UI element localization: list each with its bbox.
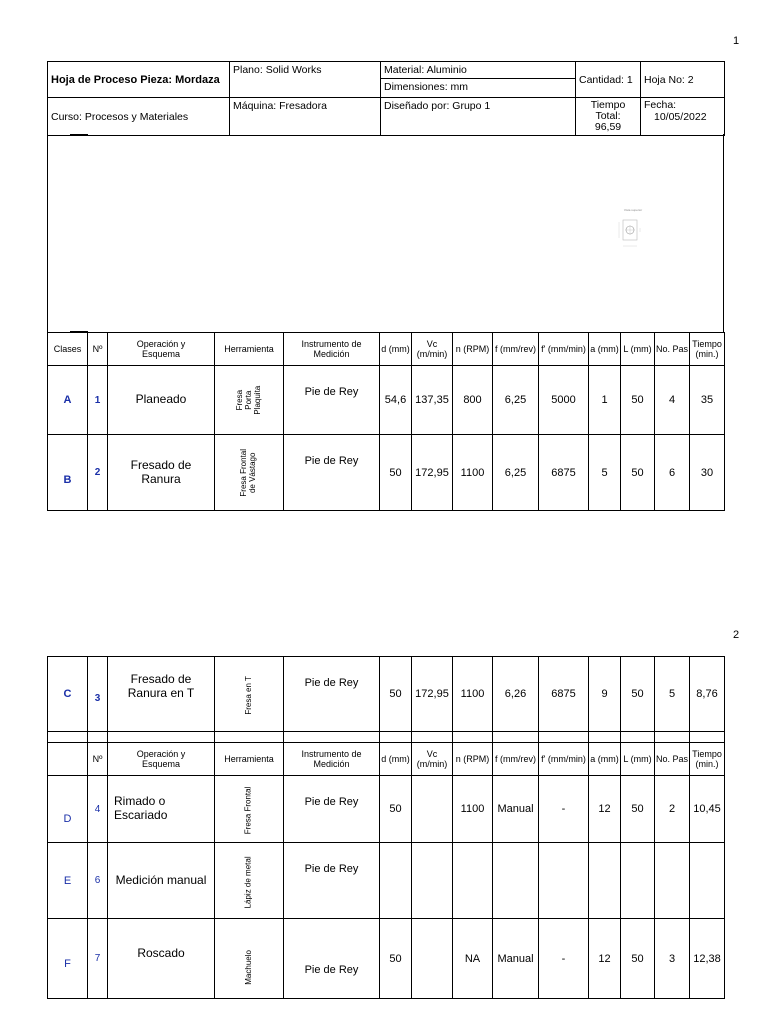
row-f [493,843,539,919]
hoja-cell: Hoja No: 2 [641,62,725,98]
row-tool-label: Lápiz de metal [243,855,253,908]
row-instrument: Pie de Rey [284,657,380,732]
row-a: 5 [589,435,621,511]
row-instrument: Pie de Rey [284,366,380,435]
row-instrument: Pie de Rey [284,919,380,999]
row-tool-label: Fresa Porta Plaquita [234,385,262,415]
col-vc: Vc (m/min) [412,743,453,776]
row-vc: 172,95 [412,657,453,732]
col-d: d (mm) [380,333,412,366]
operations-table-page2 [47,656,725,999]
row-number: 7 [88,919,108,999]
row-pas: 4 [655,366,690,435]
col-f: f (mm/rev) [493,743,539,776]
row-tool-label: Fresa Frontal [243,786,253,835]
row-n [453,843,493,919]
table-row [48,435,725,511]
row-d: 50 [380,776,412,843]
part-sketch [616,208,650,258]
row-pas: 6 [655,435,690,511]
row-n: 800 [453,366,493,435]
row-f: 6,25 [493,366,539,435]
col-operacion: Operación y Esquema [108,743,215,776]
row-a: 9 [589,657,621,732]
header-table [47,61,725,136]
col-num: Nº [88,333,108,366]
col-clases [48,743,88,776]
row-n: 1100 [453,776,493,843]
col-fp: f' (mm/min) [539,333,589,366]
row-fp [539,843,589,919]
row-pas: 5 [655,657,690,732]
material-label: Material: Aluminio [381,62,575,79]
row-operation: Planeado [108,366,215,435]
row-l: 50 [621,435,655,511]
row-instrument: Pie de Rey [284,776,380,843]
page-number: 1 [733,35,740,47]
part-sketch-label: Vista superior [623,208,643,212]
row-d [380,843,412,919]
row-f: Manual [493,919,539,999]
row-d: 50 [380,919,412,999]
row-tiempo: 8,76 [690,657,725,732]
table-row [48,657,725,732]
row-a: 1 [589,366,621,435]
row-operation: Roscado [108,919,215,999]
row-pas: 3 [655,919,690,999]
row-number: 4 [88,776,108,843]
row-fp: - [539,776,589,843]
col-pas: No. Pas [655,333,690,366]
row-n: NA [453,919,493,999]
row-vc [412,843,453,919]
row-class: D [48,776,88,843]
row-tool [215,776,284,843]
row-operation: Medición manual [108,843,215,919]
row-pas: 2 [655,776,690,843]
col-f: f (mm/rev) [493,333,539,366]
sheet-title: Hoja de Proceso Pieza: Mordaza [48,62,230,98]
row-class: B [48,435,88,511]
col-l: L (mm) [621,333,655,366]
col-n: n (RPM) [453,743,493,776]
row-vc [412,776,453,843]
row-tiempo: 30 [690,435,725,511]
drawing-area [47,134,724,332]
row-l: 50 [621,657,655,732]
disenado-cell: Diseñado por: Grupo 1 [381,98,576,136]
table-row [48,843,725,919]
row-f: Manual [493,776,539,843]
col-l: L (mm) [621,743,655,776]
col-instrumento: Instrumento de Medición [284,743,380,776]
row-pas [655,843,690,919]
row-l: 50 [621,919,655,999]
row-l [621,843,655,919]
col-n: n (RPM) [453,333,493,366]
row-tool [215,657,284,732]
row-tool [215,366,284,435]
row-number: 6 [88,843,108,919]
col-fp: f' (mm/min) [539,743,589,776]
material-cell [381,62,576,98]
row-vc [412,919,453,999]
row-tool-label: Fresa en T [243,676,253,715]
row-number: 3 [88,657,108,732]
row-f: 6,26 [493,657,539,732]
col-herramienta: Herramienta [215,333,284,366]
plano-cell: Plano: Solid Works [230,62,381,98]
row-f: 6,25 [493,435,539,511]
row-operation: Rimado o Escariado [108,776,215,843]
row-n: 1100 [453,657,493,732]
tiempo-total-label: Tiempo Total: [590,99,626,123]
row-tiempo: 35 [690,366,725,435]
row-l: 50 [621,776,655,843]
col-a: a (mm) [589,743,621,776]
col-tiempo: Tiempo (min.) [690,743,725,776]
row-n: 1100 [453,435,493,511]
col-d: d (mm) [380,743,412,776]
maquina-cell: Máquina: Fresadora [230,98,381,136]
row-fp: 6875 [539,435,589,511]
row-instrument: Pie de Rey [284,843,380,919]
col-clases: Clases [48,333,88,366]
row-vc: 137,35 [412,366,453,435]
fecha-label: Fecha: [644,99,677,111]
row-tool [215,435,284,511]
row-vc: 172,95 [412,435,453,511]
row-fp: 5000 [539,366,589,435]
row-tiempo: 10,45 [690,776,725,843]
row-operation: Fresado de Ranura en T [108,657,215,732]
col-tiempo: Tiempo (min.) [690,333,725,366]
table-row [48,776,725,843]
col-instrumento: Instrumento de Medición [284,333,380,366]
row-tool [215,843,284,919]
row-d: 54,6 [380,366,412,435]
fecha-value: 10/05/2022 [654,110,707,123]
col-num: Nº [88,743,108,776]
page-number: 2 [733,629,740,641]
tiempo-total-cell [576,98,641,136]
operations-table-page1 [47,332,725,511]
spacer-row [48,732,725,743]
row-tiempo [690,843,725,919]
tiempo-total-value: 96,59 [594,121,622,134]
curso-cell: Curso: Procesos y Materiales [48,98,230,136]
row-fp: - [539,919,589,999]
cantidad-cell: Cantidad: 1 [576,62,641,98]
row-number: 2 [88,435,108,511]
col-herramienta: Herramienta [215,743,284,776]
row-tiempo: 12,38 [690,919,725,999]
row-class: E [48,843,88,919]
row-instrument: Pie de Rey [284,435,380,511]
row-tool-label: Fresa Frontal de Vástago [239,448,257,497]
col-vc: Vc (m/min) [412,333,453,366]
row-l: 50 [621,366,655,435]
row-fp: 6875 [539,657,589,732]
row-a: 12 [589,919,621,999]
row-d: 50 [380,435,412,511]
part-sketch-icon [616,212,650,256]
row-operation: Fresado de Ranura [108,435,215,511]
row-tool [215,919,284,999]
row-tool-label: Machuelo [243,950,253,985]
table-row [48,919,725,999]
row-a: 12 [589,776,621,843]
row-a [589,843,621,919]
table-row [48,366,725,435]
drawing-mark [70,134,88,135]
row-class: F [48,919,88,999]
col-a: a (mm) [589,333,621,366]
col-pas: No. Pas [655,743,690,776]
dimensiones-label: Dimensiones: mm [384,81,469,93]
col-operacion: Operación y Esquema [108,333,215,366]
row-number: 1 [88,366,108,435]
row-class: C [48,657,88,732]
row-d: 50 [380,657,412,732]
row-class: A [48,366,88,435]
fecha-cell [641,98,725,136]
